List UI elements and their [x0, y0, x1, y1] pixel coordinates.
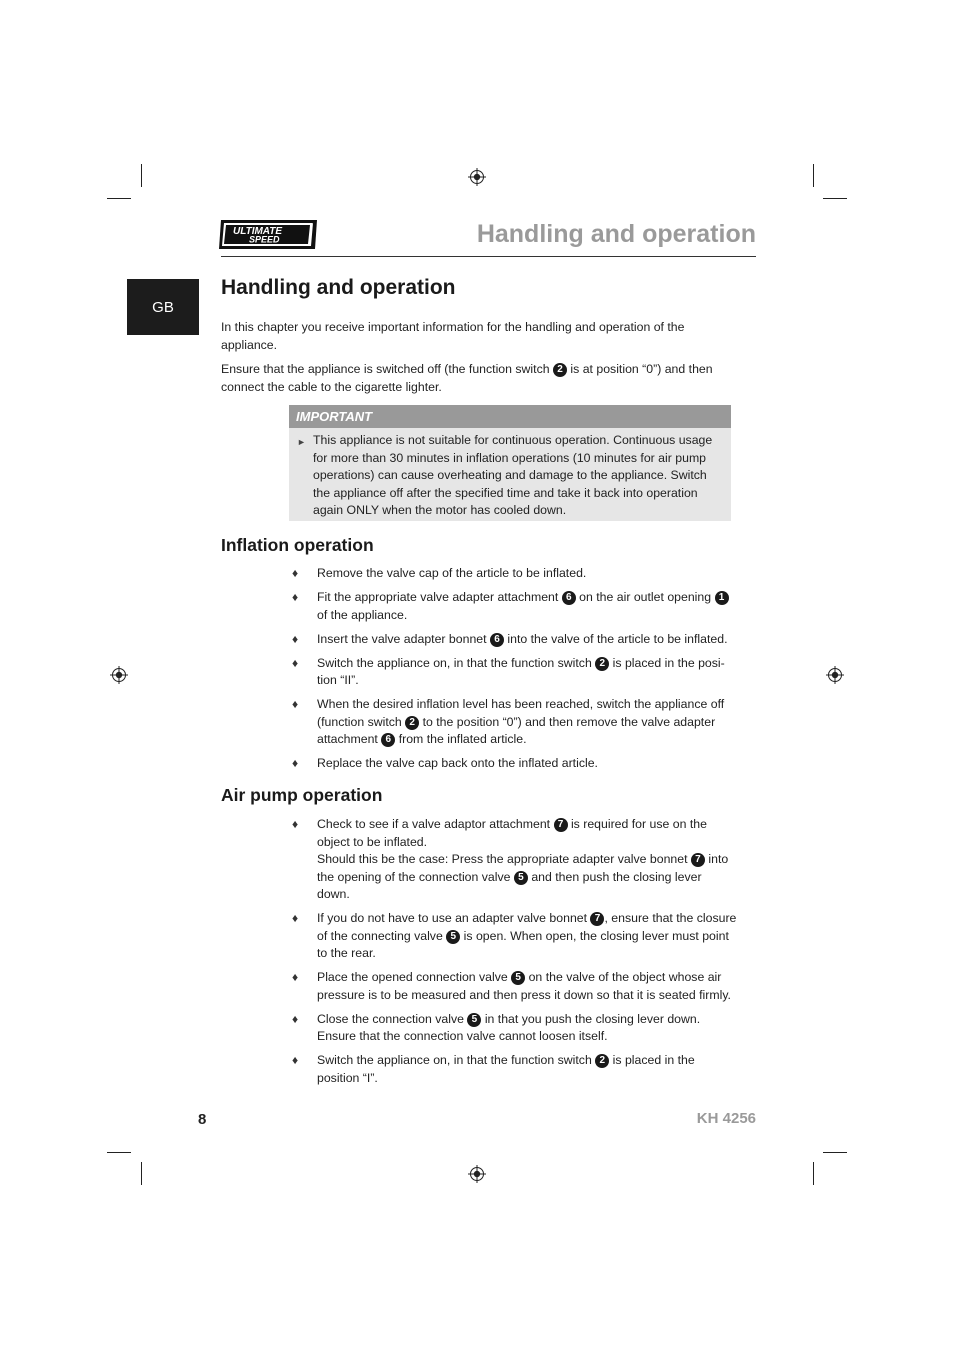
diamond-bullet-icon: ♦: [292, 970, 299, 984]
part-number-badge: 2: [405, 716, 419, 730]
diamond-bullet-icon: ♦: [292, 756, 299, 770]
intro-paragraph: In this chapter you receive important information for the handling and operation of the appliance.: [221, 320, 685, 352]
page-number: 8: [198, 1111, 207, 1128]
part-number-badge: 7: [554, 818, 568, 832]
crop-mark: [107, 198, 131, 199]
diamond-bullet-icon: ♦: [292, 817, 299, 831]
airpump-title: Air pump operation: [221, 785, 383, 805]
part-number-badge: 6: [562, 591, 576, 605]
intro-paragraph-switch: Ensure that the appliance is switched off (the function switch 2 is at position “0”) and then connect the cable to the cigarette lighter.: [221, 362, 713, 394]
diamond-bullet-icon: ♦: [292, 590, 299, 604]
list-item: ♦ Insert the valve adapter bonnet 6 into the valve of the article to be inflated.: [289, 631, 737, 649]
part-number-badge: 7: [590, 912, 604, 926]
important-text: This appliance is not suitable for continuous operation. Continuous usage for more than 30 minutes in inflation operations (10 minutes for air pump operations) can cause overheating and damage to the appliance. Switch the appliance off after the specified time and take it back into operation again ONLY when the motor has cooled down.: [313, 433, 713, 517]
diamond-bullet-icon: ♦: [292, 697, 299, 711]
part-number-badge: 5: [511, 971, 525, 985]
inflation-title: Inflation operation: [221, 535, 374, 555]
diamond-bullet-icon: ♦: [292, 1053, 299, 1067]
list-item: ♦ Switch the appliance on, in that the function switch 2 is placed in the posi-tion “II”.: [292, 655, 725, 687]
crop-mark: [141, 1162, 142, 1185]
brand-logo: [219, 219, 317, 250]
part-number-badge: 5: [514, 871, 528, 885]
diamond-bullet-icon: ♦: [292, 911, 299, 925]
diamond-bullet-icon: ♦: [292, 1011, 299, 1026]
diamond-bullet-icon: ♦: [292, 566, 299, 580]
part-number-badge: 5: [446, 930, 460, 944]
part-number-badge: 7: [691, 853, 705, 867]
list-item: ♦ When the desired inflation level has been reached, switch the appliance off (function switch 2 to the position “0”) and then remove the valve adapter attachment 6 from the inflated article.: [292, 697, 725, 746]
crop-mark: [823, 1152, 847, 1153]
svg-text:ULTIMATE: ULTIMATE: [233, 226, 283, 237]
part-number-badge: 6: [381, 733, 395, 747]
crop-mark: [823, 198, 847, 199]
list-item: ♦ Replace the valve cap back onto the inflated article.: [289, 755, 737, 773]
crop-mark: [141, 164, 142, 187]
header-divider: [221, 256, 756, 257]
list-item: ♦ Place the opened connection valve 5 on the valve of the object whose air pressure is to be measured and then press it down so that it is seated firmly.: [292, 970, 731, 1002]
crop-mark: [107, 1152, 131, 1153]
important-notice: [289, 405, 731, 521]
list-item: ♦ Fit the appropriate valve adapter attachment 6 on the air outlet opening 1 of the appliance.: [289, 589, 737, 624]
list-item: ♦ Remove the valve cap of the article to be inflated.: [289, 565, 737, 583]
part-number-badge: 1: [715, 591, 729, 605]
registration-mark-icon: [468, 168, 486, 186]
diamond-bullet-icon: ♦: [292, 655, 299, 670]
list-item: ♦ Check to see if a valve adaptor attachment 7 is required for use on the object to be inflated. Should this be the case: Press the appropriate adapter valve bonnet 7 into the opening of the connection valve 5 and then push the closing lever down.: [292, 817, 729, 901]
diamond-bullet-icon: ♦: [292, 631, 299, 646]
registration-mark-icon: [468, 1165, 486, 1183]
part-number-badge: 2: [595, 1054, 609, 1068]
inflation-steps: [289, 565, 737, 773]
model-number: KH 4256: [696, 1110, 756, 1127]
crop-mark: [813, 164, 814, 187]
registration-mark-icon: [110, 666, 128, 684]
pointer-arrow-icon: ►: [297, 437, 306, 447]
part-number-badge: 2: [595, 657, 609, 671]
header-title: Handling and operation: [476, 220, 756, 248]
part-number-badge: 2: [553, 363, 567, 377]
important-label: IMPORTANT: [289, 405, 731, 428]
language-tab: GB: [127, 279, 199, 335]
part-number-badge: 5: [467, 1013, 481, 1027]
crop-mark: [813, 1162, 814, 1185]
registration-mark-icon: [826, 666, 844, 684]
svg-text:SPEED: SPEED: [249, 234, 280, 245]
list-item: ♦ If you do not have to use an adapter valve bonnet 7 , ensure that the closure of the connecting valve 5 is open. When open, the closing lever must point to the rear.: [292, 911, 737, 960]
list-item: ♦ Switch the appliance on, in that the function switch 2 is placed in the position “I”.: [292, 1053, 695, 1085]
section-title: Handling and operation: [221, 276, 456, 299]
list-item: ♦ Close the connection valve 5 in that you push the closing lever down. Ensure that the connection valve cannot loosen itself.: [292, 1011, 701, 1043]
part-number-badge: 6: [490, 633, 504, 647]
airpump-steps: [289, 816, 737, 1087]
